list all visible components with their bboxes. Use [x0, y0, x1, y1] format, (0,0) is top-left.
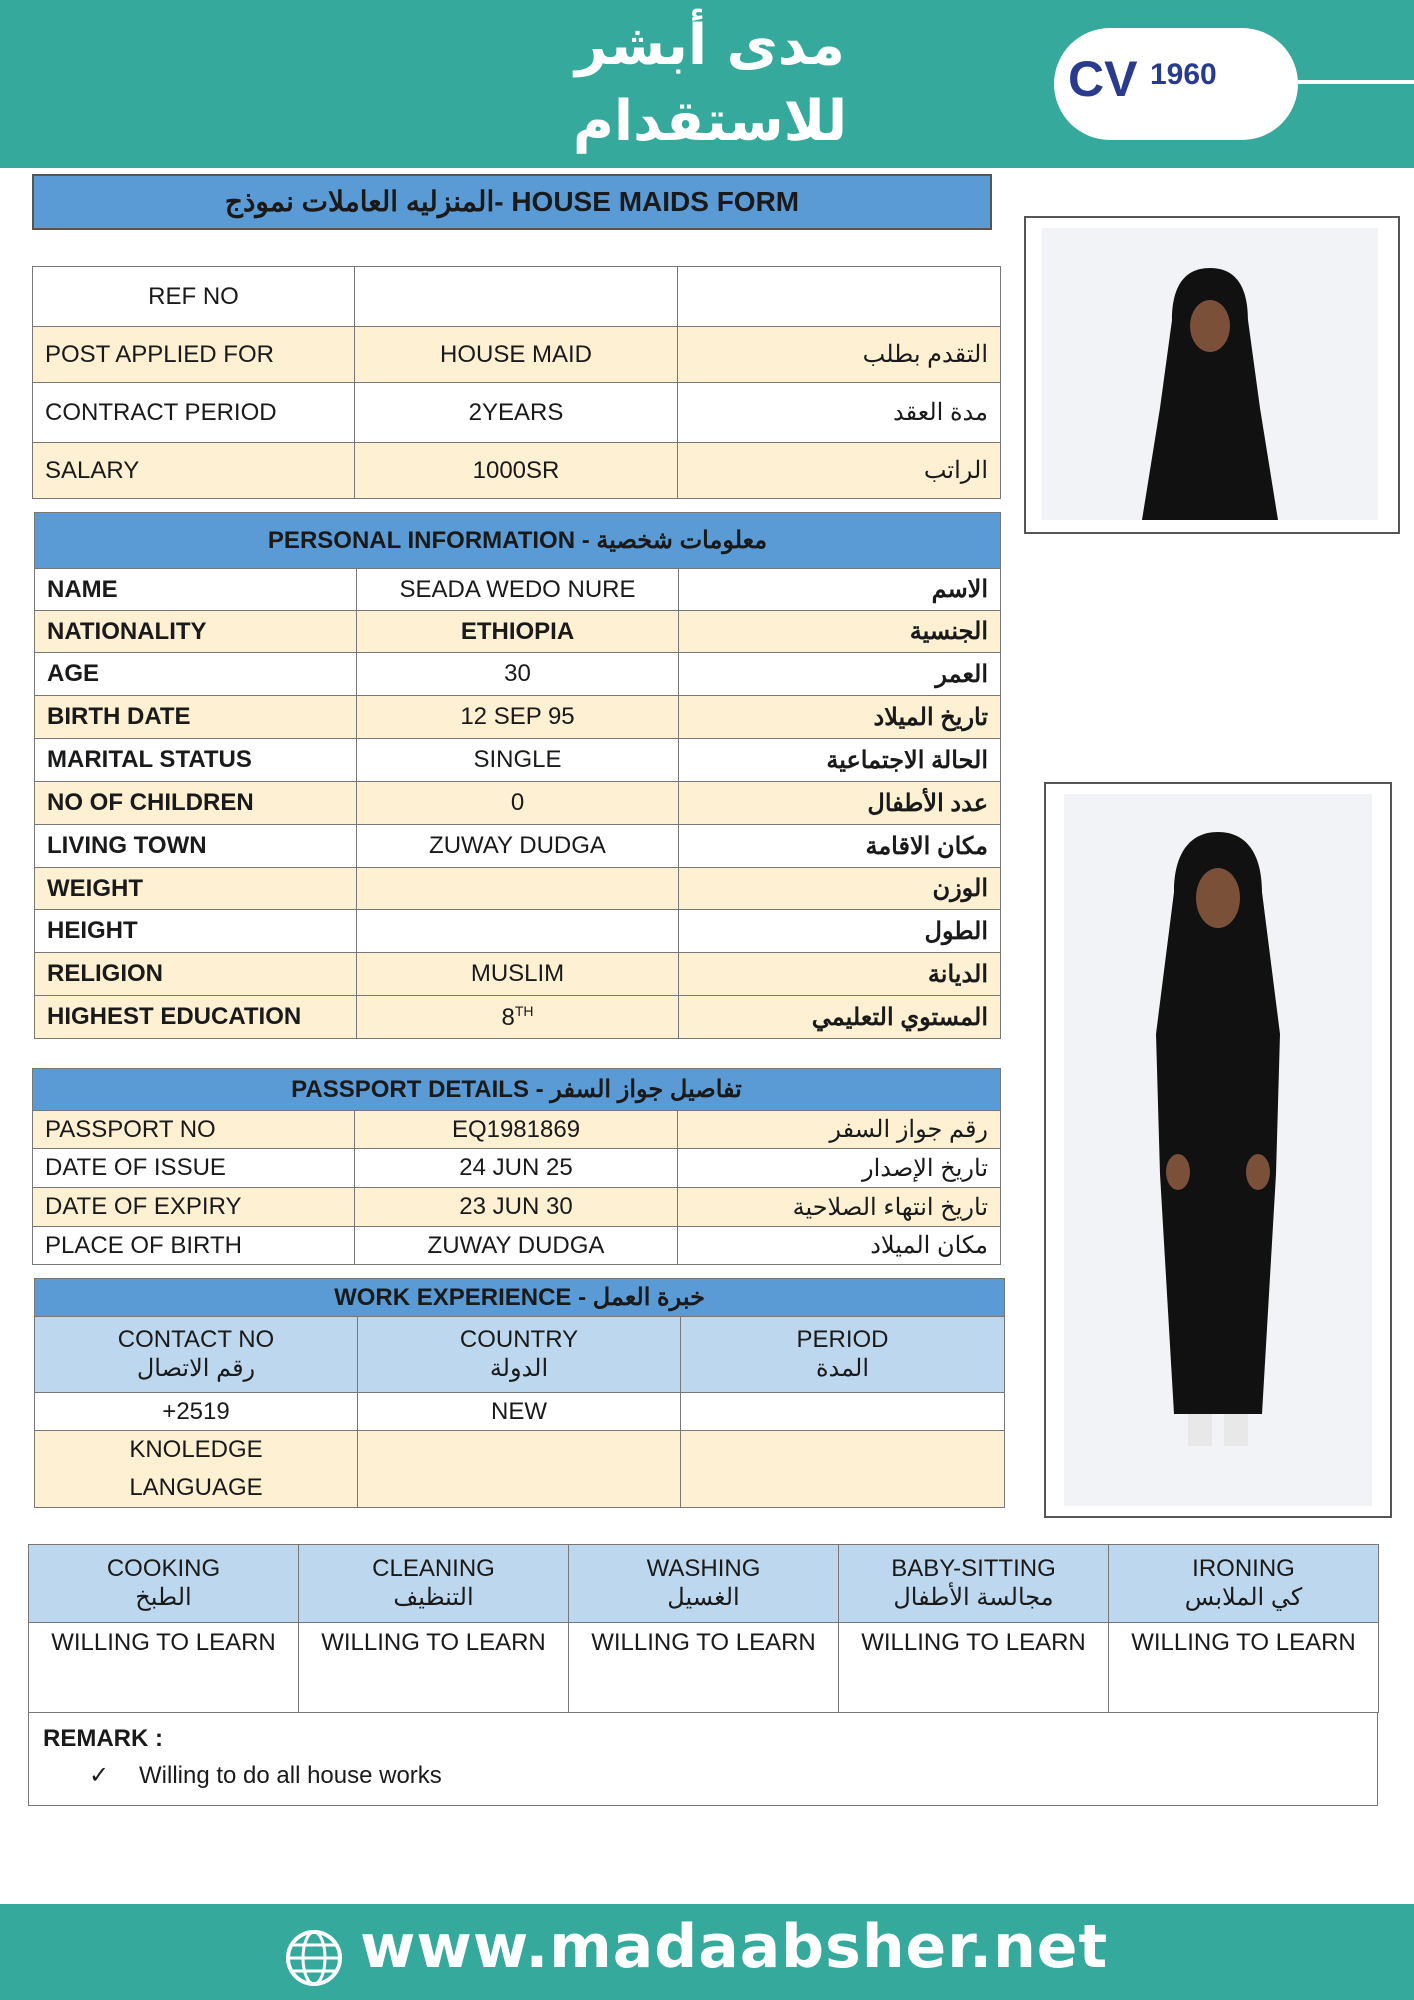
personal-value: 30 — [357, 653, 679, 696]
skill-value: WILLING TO LEARN — [569, 1623, 839, 1713]
personal-label-en: AGE — [35, 653, 357, 696]
personal-value: MUSLIM — [357, 953, 679, 996]
personal-label-ar: الوزن — [679, 868, 1001, 910]
skill-value: WILLING TO LEARN — [839, 1623, 1109, 1713]
knowledge-value-2 — [681, 1431, 1005, 1508]
job-label-ar: مدة العقد — [678, 383, 1001, 443]
personal-label-en: BIRTH DATE — [35, 696, 357, 739]
passport-label-ar: تاريخ الإصدار — [678, 1149, 1001, 1188]
personal-label-ar: الحالة الاجتماعية — [679, 739, 1001, 782]
job-label-en: SALARY — [33, 443, 355, 499]
website-link[interactable]: www.madaabsher.net — [360, 1912, 1109, 1982]
cv-badge — [1054, 28, 1298, 140]
personal-label-en: NAME — [35, 569, 357, 611]
skills-table — [28, 1544, 1379, 1713]
table-header-row — [35, 1317, 1005, 1393]
personal-label-ar: مكان الاقامة — [679, 825, 1001, 868]
passport-table — [32, 1068, 1001, 1265]
personal-label-en: RELIGION — [35, 953, 357, 996]
table-row — [33, 1111, 1001, 1149]
passport-label-en: PASSPORT NO — [33, 1111, 355, 1149]
job-value: 2YEARS — [355, 383, 678, 443]
job-label-en: REF NO — [33, 267, 355, 327]
personal-label-ar: تاريخ الميلاد — [679, 696, 1001, 739]
personal-value — [357, 868, 679, 910]
skill-header-washing — [569, 1545, 839, 1623]
table-row — [35, 611, 1001, 653]
personal-value: 12 SEP 95 — [357, 696, 679, 739]
section-header — [35, 1279, 1005, 1317]
table-row — [35, 653, 1001, 696]
header-ar: رقم الاتصال — [136, 1355, 256, 1382]
header-bar — [0, 0, 1414, 168]
job-value: HOUSE MAID — [355, 327, 678, 383]
education-suffix: TH — [514, 1002, 534, 1019]
table-row — [35, 1431, 1005, 1508]
table-row — [35, 569, 1001, 611]
passport-value: ZUWAY DUDGA — [355, 1227, 678, 1265]
skill-ar: كي الملابس — [1184, 1584, 1303, 1611]
skill-en: IRONING — [1192, 1555, 1295, 1582]
work-header-contact — [35, 1317, 358, 1393]
work-header-period — [681, 1317, 1005, 1393]
brand-logo-text — [480, 8, 940, 160]
personal-label-ar: العمر — [679, 653, 1001, 696]
table-row — [35, 739, 1001, 782]
personal-label-ar: الجنسية — [679, 611, 1001, 653]
skill-ar: مجالسة الأطفال — [893, 1584, 1054, 1611]
job-label-ar — [678, 267, 1001, 327]
skill-en: CLEANING — [372, 1555, 495, 1582]
work-country-value: NEW — [358, 1393, 681, 1431]
skill-header-ironing — [1109, 1545, 1379, 1623]
header-en: COUNTRY — [459, 1326, 579, 1353]
passport-label-ar: مكان الميلاد — [678, 1227, 1001, 1265]
passport-label-en: DATE OF ISSUE — [33, 1149, 355, 1188]
person-full-body-icon — [1064, 794, 1372, 1506]
personal-info-title: PERSONAL INFORMATION - معلومات شخصية — [35, 513, 1001, 569]
skill-en: WASHING — [646, 1555, 761, 1582]
passport-title: PASSPORT DETAILS - تفاصيل جواز السفر — [33, 1069, 1001, 1111]
knowledge-line-1: KNOLEDGE — [129, 1436, 263, 1463]
personal-label-en: MARITAL STATUS — [35, 739, 357, 782]
personal-label-en: HEIGHT — [35, 910, 357, 953]
passport-label-ar: رقم جواز السفر — [678, 1111, 1001, 1149]
table-row — [33, 267, 1001, 327]
job-label-ar: الراتب — [678, 443, 1001, 499]
cv-label: CV — [1068, 51, 1138, 107]
passport-label-en: DATE OF EXPIRY — [33, 1188, 355, 1227]
section-header — [33, 1069, 1001, 1111]
header-ar: المدة — [815, 1355, 870, 1382]
table-row — [33, 1188, 1001, 1227]
skill-en: BABY-SITTING — [891, 1555, 1056, 1582]
remark-item — [89, 1761, 442, 1790]
passport-label-ar: تاريخ انتهاء الصلاحية — [678, 1188, 1001, 1227]
table-row — [35, 825, 1001, 868]
portrait-photo — [1024, 216, 1400, 534]
knowledge-value — [358, 1431, 681, 1508]
knowledge-language-label — [35, 1431, 358, 1508]
brand-line-1: مدى أبشر — [575, 13, 845, 78]
remark-box — [28, 1712, 1378, 1806]
skill-value: WILLING TO LEARN — [299, 1623, 569, 1713]
personal-label-ar: الاسم — [679, 569, 1001, 611]
person-portrait-icon — [1042, 228, 1378, 520]
passport-value: 23 JUN 30 — [355, 1188, 678, 1227]
header-ar: الدولة — [489, 1355, 549, 1382]
table-row — [35, 910, 1001, 953]
table-row — [35, 696, 1001, 739]
personal-value — [357, 996, 679, 1039]
personal-label-en: LIVING TOWN — [35, 825, 357, 868]
personal-label-en: NATIONALITY — [35, 611, 357, 653]
personal-label-ar: الطول — [679, 910, 1001, 953]
personal-info-table — [34, 512, 1001, 1039]
passport-value: EQ1981869 — [355, 1111, 678, 1149]
skill-ar: الطبخ — [135, 1584, 192, 1611]
header-en: PERIOD — [796, 1326, 889, 1353]
table-row — [33, 327, 1001, 383]
work-contact-value: +2519 — [35, 1393, 358, 1431]
skills-header-row — [29, 1545, 1379, 1623]
job-table — [32, 266, 1001, 499]
cv-number: 1960 — [1150, 58, 1217, 91]
work-title: WORK EXPERIENCE - خبرة العمل — [35, 1279, 1005, 1317]
globe-icon — [284, 1928, 344, 1988]
remark-text: Willing to do all house works — [139, 1762, 442, 1789]
work-period-value — [681, 1393, 1005, 1431]
header-divider-line — [1298, 80, 1414, 84]
knowledge-line-2: LANGUAGE — [129, 1474, 263, 1501]
personal-value: ZUWAY DUDGA — [357, 825, 679, 868]
portrait-photo-area — [1042, 228, 1378, 520]
table-row — [35, 1393, 1005, 1431]
personal-value: ETHIOPIA — [357, 611, 679, 653]
table-row — [33, 443, 1001, 499]
job-label-en: CONTRACT PERIOD — [33, 383, 355, 443]
table-row — [33, 1149, 1001, 1188]
skill-value: WILLING TO LEARN — [29, 1623, 299, 1713]
personal-label-ar: الديانة — [679, 953, 1001, 996]
education-value: 8 — [501, 1003, 515, 1031]
skill-ar: الغسيل — [667, 1584, 740, 1611]
job-value: 1000SR — [355, 443, 678, 499]
skill-header-baby-sitting — [839, 1545, 1109, 1623]
skill-header-cleaning — [299, 1545, 569, 1623]
passport-value: 24 JUN 25 — [355, 1149, 678, 1188]
job-label-en: POST APPLIED FOR — [33, 327, 355, 383]
personal-label-en: WEIGHT — [35, 868, 357, 910]
check-icon: ✓ — [89, 1762, 110, 1789]
table-row — [33, 383, 1001, 443]
skills-value-row — [29, 1623, 1379, 1713]
personal-label-ar: المستوي التعليمي — [679, 996, 1001, 1039]
table-row — [35, 782, 1001, 825]
table-row — [35, 953, 1001, 996]
skill-en: COOKING — [106, 1555, 221, 1582]
job-value — [355, 267, 678, 327]
full-body-photo-area — [1064, 794, 1372, 1506]
header-en: CONTACT NO — [117, 1326, 275, 1353]
skill-ar: التنظيف — [393, 1584, 474, 1611]
work-header-country — [358, 1317, 681, 1393]
personal-value: 0 — [357, 782, 679, 825]
section-header — [35, 513, 1001, 569]
footer-bar — [0, 1904, 1414, 2000]
table-row — [33, 1227, 1001, 1265]
personal-value: SEADA WEDO NURE — [357, 569, 679, 611]
personal-value — [357, 910, 679, 953]
work-experience-table — [34, 1278, 1005, 1508]
personal-label-en: HIGHEST EDUCATION — [35, 996, 357, 1039]
skill-value: WILLING TO LEARN — [1109, 1623, 1379, 1713]
remark-title: REMARK : — [43, 1725, 163, 1752]
full-body-photo — [1044, 782, 1392, 1518]
table-row — [35, 996, 1001, 1039]
personal-label-en: NO OF CHILDREN — [35, 782, 357, 825]
personal-label-ar: عدد الأطفال — [679, 782, 1001, 825]
form-title: المنزليه العاملات نموذج- HOUSE MAIDS FORM — [32, 174, 992, 230]
table-row — [35, 868, 1001, 910]
passport-label-en: PLACE OF BIRTH — [33, 1227, 355, 1265]
job-label-ar: التقدم بطلب — [678, 327, 1001, 383]
personal-value: SINGLE — [357, 739, 679, 782]
skill-header-cooking — [29, 1545, 299, 1623]
brand-line-2: للاستقدام — [572, 89, 848, 154]
